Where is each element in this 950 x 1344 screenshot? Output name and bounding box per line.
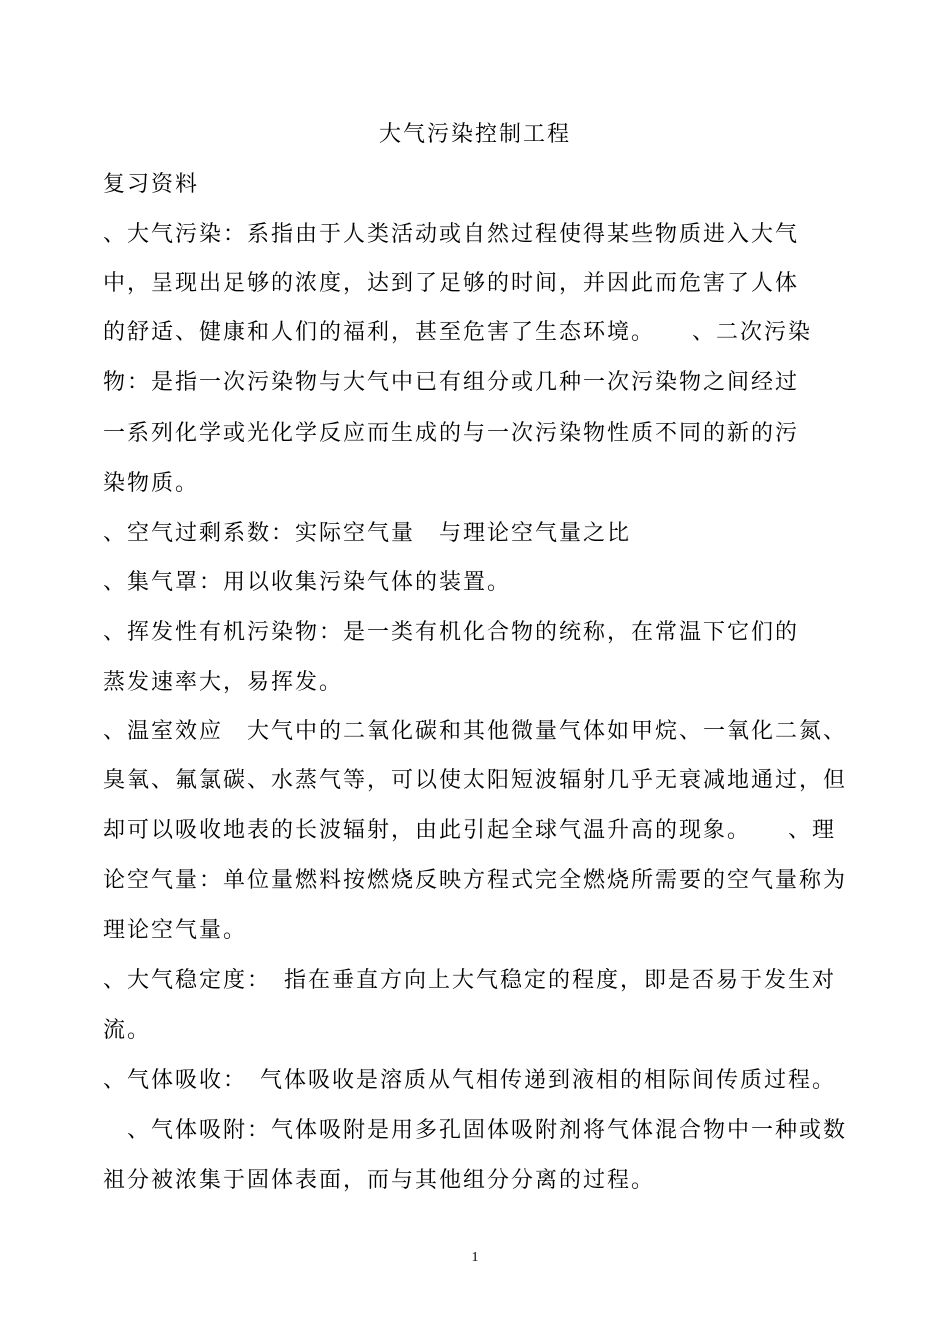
- text-line: 祖分被浓集于固体表面，而与其他组分分离的过程。: [103, 1168, 656, 1193]
- text-line: 中，呈现出足够的浓度，达到了足够的时间，并因此而危害了人体: [103, 271, 800, 296]
- text-line: 、大气稳定度： 指在垂直方向上大气稳定的程度，即是否易于发生对: [103, 968, 837, 993]
- text-line: 却可以吸收地表的长波辐射，由此引起全球气温升高的现象。 、理: [103, 818, 837, 843]
- text-line: 的舒适、健康和人们的福利，甚至危害了生态环境。 、二次污染: [103, 320, 813, 345]
- text-line: 论空气量：单位量燃料按燃烧反映方程式完全燃烧所需要的空气量称为: [103, 868, 848, 893]
- text-line: 臭氧、氟氯碳、水蒸气等，可以使太阳短波辐射几乎无衰减地通过，但: [103, 768, 848, 793]
- text-line: 、大气污染：系指由于人类活动或自然过程使得某些物质进入大气: [103, 222, 800, 247]
- text-line: 、温室效应 大气中的二氧化碳和其他微量气体如甲烷、一氧化二氮、: [103, 719, 848, 744]
- text-line: 理论空气量。: [103, 918, 248, 943]
- text-line: 、气体吸附：气体吸附是用多孔固体吸附剂将气体混合物中一种或数: [103, 1118, 848, 1143]
- text-line: 、气体吸收： 气体吸收是溶质从气相传递到液相的相际间传质过程。: [103, 1068, 837, 1093]
- text-line: 、挥发性有机污染物：是一类有机化合物的统称，在常温下它们的: [103, 620, 800, 645]
- text-line: 一系列化学或光化学反应而生成的与一次污染物性质不同的新的污: [103, 421, 800, 446]
- document-subtitle: 复习资料: [103, 172, 200, 197]
- page-number: 1: [471, 1250, 479, 1265]
- text-line: 、空气过剩系数：实际空气量 与理论空气量之比: [103, 521, 632, 546]
- text-line: 染物质。: [103, 471, 200, 496]
- document-title: 大气污染控制工程: [378, 122, 571, 147]
- text-line: 、集气罩：用以收集污染气体的装置。: [103, 570, 512, 595]
- text-line: 物：是指一次污染物与大气中已有组分或几种一次污染物之间经过: [103, 370, 800, 395]
- text-line: 流。: [103, 1018, 152, 1043]
- text-line: 蒸发速率大，易挥发。: [103, 670, 344, 695]
